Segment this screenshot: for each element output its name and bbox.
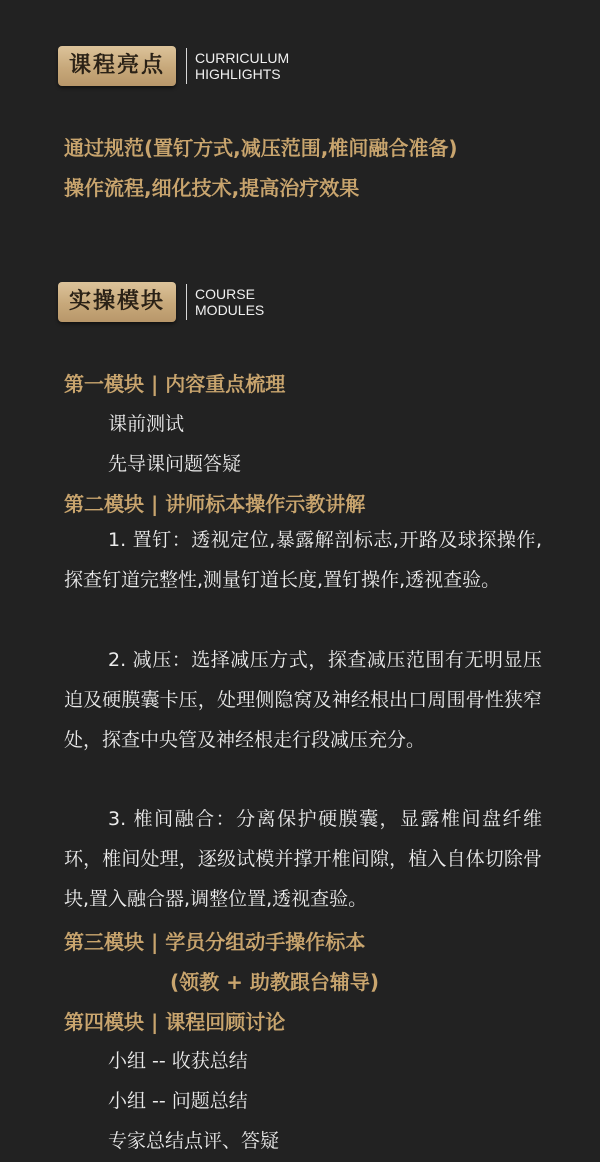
highlights-english-label [195, 50, 289, 82]
modules-badge: 实操模块 [58, 282, 176, 322]
highlights-header [58, 46, 289, 86]
module-1-title: 第一模块 | 内容重点梳理 [64, 372, 286, 396]
module-4-item: 小组 -- 问题总结 [108, 1090, 248, 1112]
module-4-item: 专家总结点评、答疑 [108, 1130, 280, 1152]
highlights-en-line2: HIGHLIGHTS [195, 66, 281, 82]
highlight-line-1: 通过规范(置钉方式,减压范围,椎间融合准备) [64, 136, 458, 160]
module-4-item: 小组 -- 收获总结 [108, 1050, 248, 1072]
module-4-title: 第四模块 | 课程回顾讨论 [64, 1010, 286, 1034]
highlights-badge: 课程亮点 [58, 46, 176, 86]
highlight-line-2: 操作流程,细化技术,提高治疗效果 [64, 176, 360, 200]
header-divider [186, 284, 187, 320]
module-2-paragraph-fusion: 3. 椎间融合：分离保护硬膜囊，显露椎间盘纤维环，椎间处理，逐级试模并撑开椎间隙，植入自体切除骨块,置入融合器,调整位置,透视查验。 [64, 808, 542, 910]
module-2-paragraph-decompression: 2. 减压：选择减压方式，探查减压范围有无明显压迫及硬膜囊卡压，处理侧隐窝及神经根出口周围骨性狭窄处，探查中央管及神经根走行段减压充分。 [64, 649, 542, 751]
modules-header [58, 282, 264, 322]
module-2-paragraph-screw: 1. 置钉：透视定位,暴露解剖标志,开路及球探操作,探查钉道完整性,测量钉道长度,置钉操作,透视查验。 [64, 529, 542, 591]
module-2-title: 第二模块 | 讲师标本操作示教讲解 [64, 492, 366, 516]
module-3-title: 第三模块 | 学员分组动手操作标本 [64, 930, 366, 954]
module-1-item: 先导课问题答疑 [108, 453, 242, 475]
modules-en-line1: COURSE [195, 286, 255, 302]
modules-en-line2: MODULES [195, 302, 265, 318]
module-3-subtitle: (领教 + 助教跟台辅导) [170, 970, 379, 994]
modules-english-label [195, 286, 264, 318]
highlights-en-line1: CURRICULUM [195, 50, 290, 66]
header-divider [186, 48, 187, 84]
module-1-item: 课前测试 [108, 413, 185, 435]
